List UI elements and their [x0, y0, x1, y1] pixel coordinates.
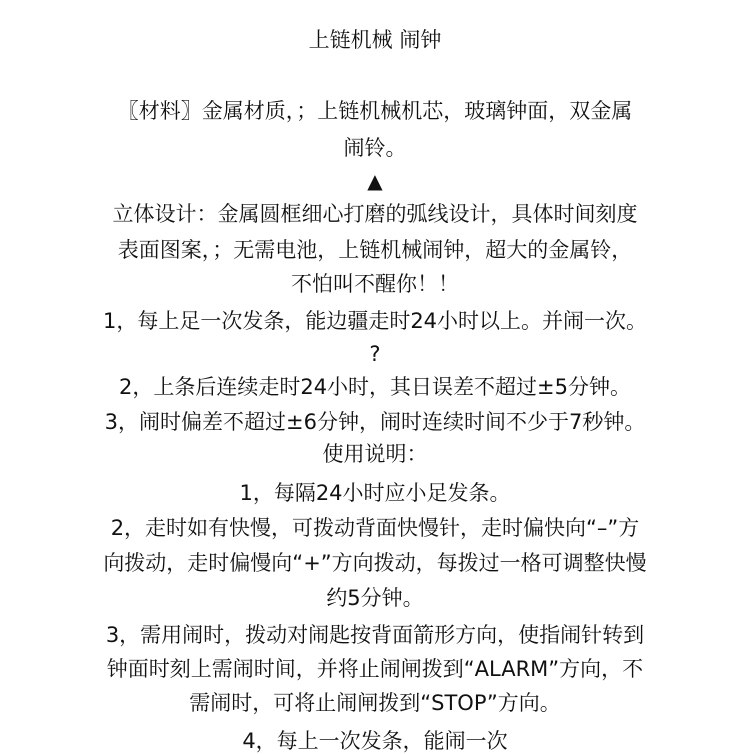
triangle-marker-icon: ▲ — [367, 169, 383, 193]
spec-item-1: 1，每上足一次发条，能边疆走时24小时以上。并闹一次。 — [102, 309, 648, 333]
instruction-item-3-line-2: 钟面时刻上需闹时间，并将止闹闸拨到“ALARM”方向，不 — [106, 657, 644, 681]
material-line-1: 〖材料〗金属材质，；上链机械机芯，玻璃钟面，双金属 — [117, 99, 633, 123]
instruction-item-4: 4，每上一次发条，能闹一次 — [242, 729, 508, 753]
instructions-heading: 使用说明： — [322, 442, 428, 466]
instruction-item-3-line-1: 3，需用闹时，拨动对闹匙按背面箭形方向，使指闹针转到 — [105, 623, 645, 647]
design-line-2: 表面图案，；无需电池，上链机械闹钟，超大的金属铃， — [117, 238, 633, 262]
spec-item-3: 3，闹时偏差不超过±6分钟，闹时连续时间不少于7秒钟。 — [104, 410, 646, 434]
instruction-item-3-line-3: 需闹时，可将止闹闸拨到“STOP”方向。 — [189, 691, 561, 715]
instruction-item-2-line-1: 2，走时如有快慢，可拨动背面快慢针，走时偏快向“–”方 — [110, 516, 640, 540]
spec-question-mark: ? — [369, 342, 381, 366]
instruction-item-2-line-2: 向拨动，走时偏慢向“+”方向拨动，每拨过一格可调整快慢 — [103, 551, 647, 575]
page-title: 上链机械 闹钟 — [308, 28, 442, 52]
design-line-1: 立体设计：金属圆框细心打磨的弧线设计，具体时间刻度 — [112, 202, 638, 226]
instruction-item-2-line-3: 约5分钟。 — [326, 586, 424, 610]
design-line-3: 不怕叫不醒你！！ — [291, 272, 459, 296]
instruction-item-1: 1，每隔24小时应小足发条。 — [239, 481, 511, 505]
spec-item-2: 2，上条后连续走时24小时，其日误差不超过±5分钟。 — [118, 375, 632, 399]
material-line-2: 闹铃。 — [343, 136, 407, 160]
